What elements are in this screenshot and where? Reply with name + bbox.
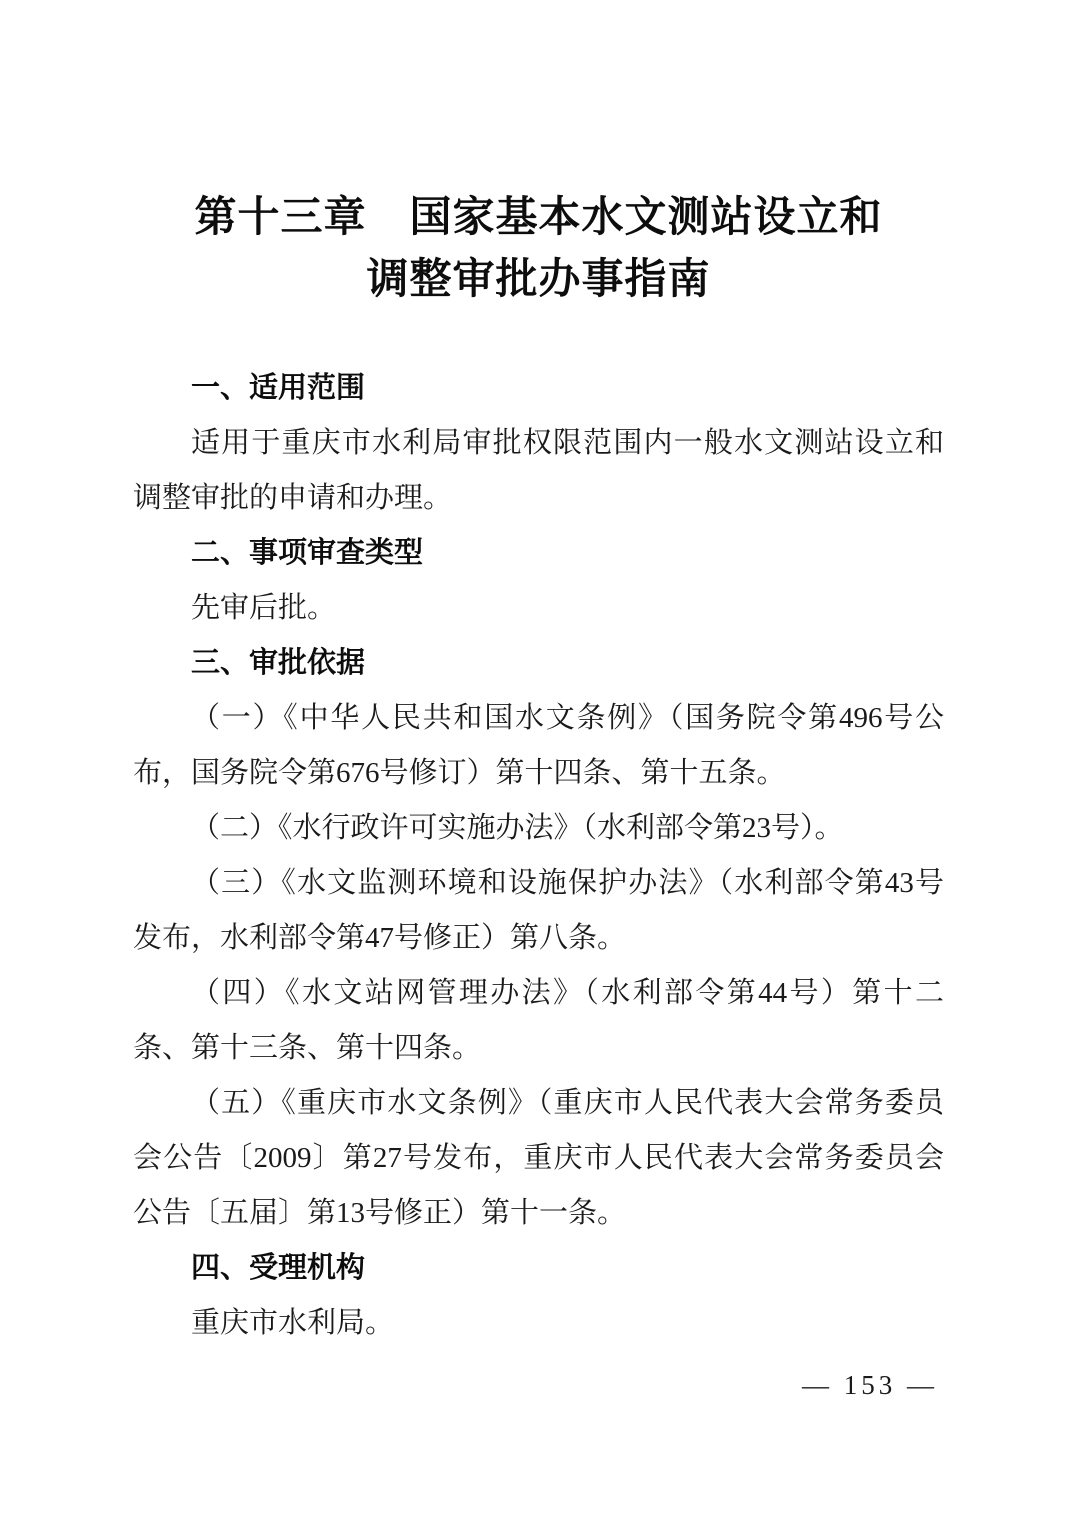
page-number: — 153 — [802,1370,938,1400]
section-heading-approval-basis: 三、审批依据 [191,647,366,679]
chapter-title-line-1: 第十三章 国家基本水文测站设立和 [194,195,883,241]
paragraph-basis-item-5: （五）《重庆市水文条例》（重庆市人民代表大会常务委员会公告〔2009〕第27号发布，重庆市人民代表大会常务委员会公告〔五届〕第13号修正）第十一条。 [133,1087,944,1229]
document-body [133,361,944,1351]
paragraph-review-type: 先审后批。 [191,592,337,624]
section-heading-review-type: 二、事项审查类型 [191,537,424,569]
paragraph-basis-item-4: （四）《水文站网管理办法》（水利部令第44号）第十二条、第十三条、第十四条。 [133,977,944,1064]
chapter-title-line-2: 调整审批办事指南 [366,257,711,303]
section-heading-scope: 一、适用范围 [191,372,366,404]
paragraph-basis-item-2: （二）《水行政许可实施办法》（水利部令第23号）。 [191,812,844,844]
paragraph-basis-item-1: （一）《中华人民共和国水文条例》（国务院令第496号公布，国务院令第676号修订）第十四条、第十五条。 [133,702,944,789]
paragraph-accepting-agency: 重庆市水利局。 [191,1307,395,1339]
section-heading-accepting-agency: 四、受理机构 [191,1252,366,1284]
paragraph-basis-item-3: （三）《水文监测环境和设施保护办法》（水利部令第43号发布，水利部令第47号修正）第八条。 [133,867,944,954]
chapter-title [133,187,944,311]
paragraph-scope: 适用于重庆市水利局审批权限范围内一般水文测站设立和调整审批的申请和办理。 [133,427,944,514]
